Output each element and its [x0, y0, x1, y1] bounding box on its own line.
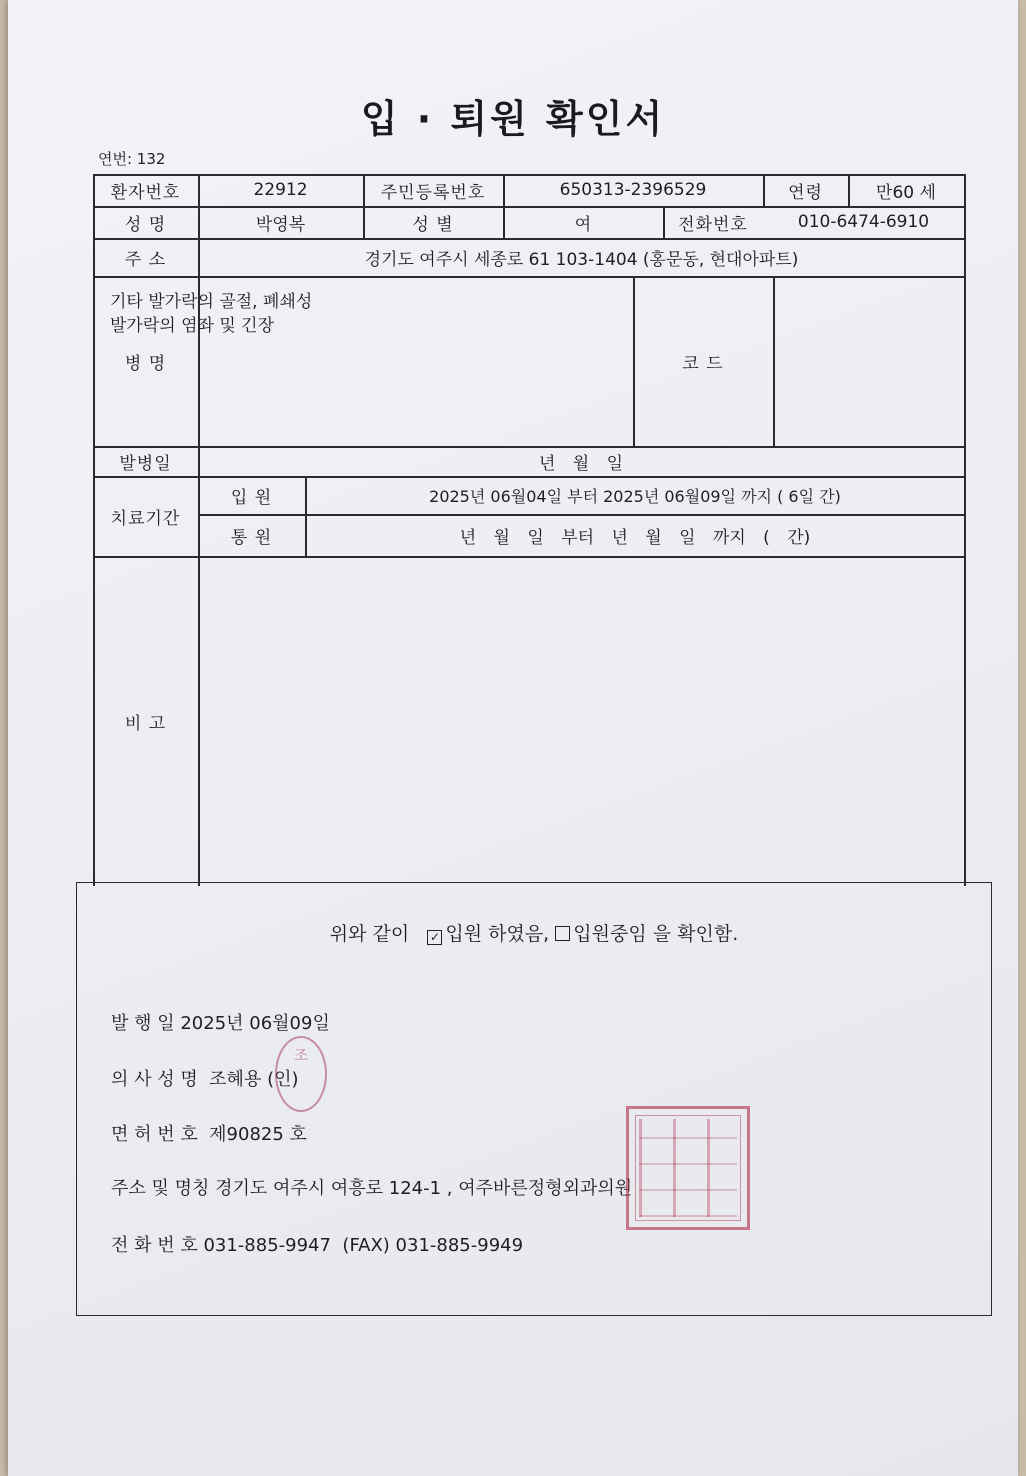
remarks-value	[198, 556, 965, 886]
onset-value: 년 월 일	[538, 453, 625, 474]
confirmation-statement	[77, 919, 991, 946]
diagnosis-line-1: 기타 발가락의 골절, 폐쇄성	[110, 292, 313, 312]
serial-number: 연번: 132	[98, 150, 166, 168]
clinic-phone: 031-885-9947	[203, 1235, 331, 1256]
clinic-address-row	[111, 1174, 632, 1200]
age-label: 연령	[788, 182, 823, 203]
issue-date-label: 발 행 일	[111, 1013, 175, 1034]
sex-value: 여	[574, 214, 592, 235]
patient-no-label: 환자번호	[110, 182, 181, 203]
phone-value: 010-6474-6910	[797, 212, 930, 232]
license-label: 면 허 번 호	[111, 1124, 198, 1145]
sex-label: 성 별	[412, 214, 454, 235]
option-admitted: 입원 하였음,	[445, 923, 550, 945]
issue-date-row	[111, 1009, 330, 1035]
inpatient-label: 입 원	[230, 487, 273, 508]
onset-label: 발병일	[119, 453, 172, 474]
clinic-phone-label: 전 화 번 호	[111, 1235, 198, 1256]
document-title: 입 · 퇴원 확인서	[360, 97, 666, 141]
code-label: 코 드	[682, 353, 724, 374]
doctor-row	[111, 1065, 299, 1091]
option-ongoing: 입원중임	[573, 923, 647, 945]
confirmation-suffix: 을 확인함.	[652, 923, 739, 945]
outpatient-period: 년 월 일 부터 년 월 일 까지 ( 간)	[459, 527, 811, 548]
info-table	[93, 166, 965, 886]
license-row	[111, 1120, 307, 1146]
code-value	[773, 276, 965, 446]
clinic-seal-stamp	[626, 1106, 750, 1230]
diagnosis-line-2: 발가락의 염좌 및 긴장	[110, 316, 275, 336]
phone-label: 전화번호	[678, 214, 748, 235]
doctor-label: 의 사 성 명	[111, 1069, 198, 1090]
doctor-seal-mark: (인)	[267, 1069, 299, 1090]
clinic-fax: (FAX) 031-885-9949	[342, 1235, 524, 1256]
inpatient-done-checkbox[interactable]: ✓	[427, 930, 442, 945]
inpatient-period: 2025년 06월04일 부터 2025년 06월09일 까지 ( 6일 간)	[429, 486, 841, 506]
issue-date: 2025년 06월09일	[180, 1013, 330, 1034]
doctor-seal-stamp: 조	[275, 1036, 327, 1112]
address-label: 주 소	[124, 249, 167, 270]
patient-no: 22912	[253, 180, 308, 200]
name-label: 성 명	[124, 214, 167, 235]
treatment-label: 치료기간	[110, 508, 181, 529]
license-number: 제90825 호	[209, 1124, 307, 1145]
name-value: 박영복	[255, 214, 306, 235]
rrn-label: 주민등록번호	[380, 182, 486, 203]
address-value: 경기도 여주시 세종로 61 103-1404 (홍문동, 현대아파트)	[364, 249, 799, 270]
seal-glyphs	[639, 1119, 737, 1217]
doctor-name: 조혜용	[209, 1069, 262, 1090]
rrn-value: 650313-2396529	[559, 180, 707, 200]
confirmation-prefix: 위와 같이	[329, 923, 410, 945]
inpatient-ongoing-checkbox[interactable]	[555, 926, 570, 941]
clinic-phone-row	[111, 1231, 523, 1257]
diagnosis-lines	[110, 290, 312, 338]
confirmation-box	[76, 882, 992, 1316]
age-value: 만60 세	[876, 182, 936, 203]
clinic-address-label: 주소 및 명칭	[111, 1178, 210, 1199]
clinic-address: 경기도 여주시 여흥로 124-1 , 여주바른정형외과의원	[215, 1178, 633, 1199]
diagnosis-label: 병 명	[124, 353, 167, 374]
outpatient-label: 통 원	[230, 527, 273, 548]
remarks-label: 비 고	[124, 713, 167, 734]
